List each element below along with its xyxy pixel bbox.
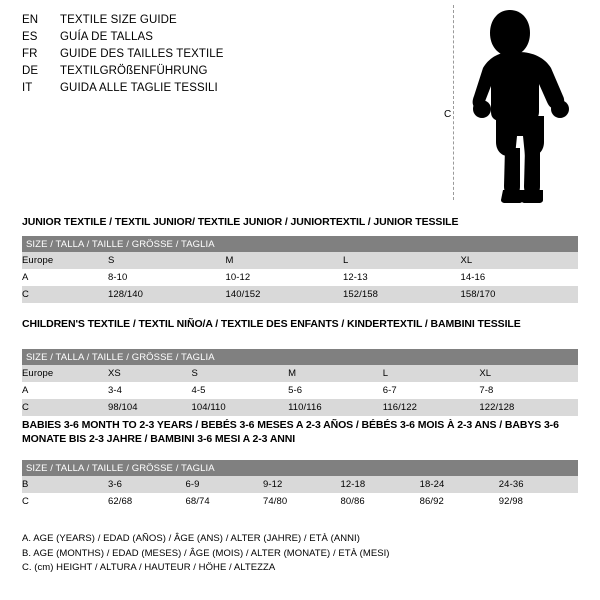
table-row xyxy=(22,269,578,286)
language-code: IT xyxy=(22,82,33,94)
cell: 152/158 xyxy=(343,286,461,303)
cell: 158/170 xyxy=(461,286,579,303)
language-title-list xyxy=(22,14,422,99)
cell: 62/68 xyxy=(108,493,185,510)
table-children-textile xyxy=(22,349,578,416)
table-row xyxy=(22,382,578,399)
cell: 7-8 xyxy=(479,382,578,399)
cell: 12-18 xyxy=(340,476,419,493)
cell: S xyxy=(191,365,288,382)
cell: 98/104 xyxy=(108,399,191,416)
table-row xyxy=(22,493,578,510)
cell: 9-12 xyxy=(263,476,340,493)
footnote-list xyxy=(22,532,582,576)
toddler-silhouette-icon xyxy=(470,8,585,204)
table-row xyxy=(22,399,578,416)
language-code: FR xyxy=(22,48,38,60)
table-row xyxy=(22,286,578,303)
cell: 24-36 xyxy=(499,476,578,493)
table-header-row xyxy=(22,349,578,365)
cell: 3-4 xyxy=(108,382,191,399)
section-title-junior: JUNIOR TEXTILE / TEXTIL JUNIOR/ TEXTILE JUNIOR / JUNIORTEXTIL / JUNIOR TESSILE xyxy=(22,216,459,228)
list-item xyxy=(22,82,422,99)
row-label: A xyxy=(22,269,108,286)
cell: 74/80 xyxy=(263,493,340,510)
row-label: C xyxy=(22,286,108,303)
table-header-label: SIZE / TALLA / TAILLE / GRÖSSE / TAGLIA xyxy=(22,460,578,476)
cell: S xyxy=(108,252,226,269)
height-guide-line xyxy=(453,5,454,200)
language-code: ES xyxy=(22,31,38,43)
list-item xyxy=(22,65,422,82)
table-row xyxy=(22,365,578,382)
cell: 92/98 xyxy=(499,493,578,510)
cell: 68/74 xyxy=(185,493,262,510)
cell: L xyxy=(343,252,461,269)
section-title-babies: BABIES 3-6 MONTH TO 2-3 YEARS / BEBÉS 3-6 MESES A 2-3 AÑOS / BÉBÉS 3-6 MOIS À 2-3 ANS / BABYS 3-6 MONATE BIS 2-3 JAHRE / BAMBINI 3-6 MESI A 2-3 ANNI xyxy=(22,419,559,445)
list-item xyxy=(22,48,422,65)
cell: 14-16 xyxy=(461,269,579,286)
row-label: A xyxy=(22,382,108,399)
row-label: C xyxy=(22,399,108,416)
language-title: GUIDA ALLE TAGLIE TESSILI xyxy=(60,82,218,94)
cell: 110/116 xyxy=(288,399,383,416)
cell: XL xyxy=(461,252,579,269)
language-title: TEXTILE SIZE GUIDE xyxy=(60,14,177,26)
language-title: GUÍA DE TALLAS xyxy=(60,31,154,43)
footnote-age-years: A. AGE (YEARS) / EDAD (AÑOS) / ÂGE (ANS) / ALTER (JAHRE) / ETÀ (ANNI) xyxy=(22,533,360,544)
height-measure-label: C xyxy=(444,109,452,120)
row-label: Europe xyxy=(22,365,108,382)
cell: 4-5 xyxy=(191,382,288,399)
cell: XS xyxy=(108,365,191,382)
table-header-row xyxy=(22,236,578,252)
cell: 80/86 xyxy=(340,493,419,510)
list-item xyxy=(22,31,422,48)
cell: 10-12 xyxy=(226,269,344,286)
footnote-age-months: B. AGE (MONTHS) / EDAD (MESES) / ÂGE (MOIS) / ALTER (MONATE) / ETÀ (MESI) xyxy=(22,547,390,559)
cell: 128/140 xyxy=(108,286,226,303)
language-title: TEXTILGRÖßENFÜHRUNG xyxy=(60,65,208,77)
cell: 8-10 xyxy=(108,269,226,286)
table-header-label: SIZE / TALLA / TAILLE / GRÖSSE / TAGLIA xyxy=(22,236,578,252)
cell: 6-9 xyxy=(185,476,262,493)
cell: M xyxy=(226,252,344,269)
table-row xyxy=(22,252,578,269)
cell: 116/122 xyxy=(383,399,480,416)
cell: L xyxy=(383,365,480,382)
row-label: C xyxy=(22,493,108,510)
cell: 6-7 xyxy=(383,382,480,399)
measurement-figure xyxy=(430,5,590,205)
table-babies-textile xyxy=(22,460,578,510)
table-header-row xyxy=(22,460,578,476)
cell: M xyxy=(288,365,383,382)
language-code: DE xyxy=(22,65,39,77)
language-title: GUIDE DES TAILLES TEXTILE xyxy=(60,48,224,60)
row-label: B xyxy=(22,476,108,493)
footnote-height: C. (cm) HEIGHT / ALTURA / HAUTEUR / HÖHE / ALTEZZA xyxy=(22,562,276,573)
cell: 3-6 xyxy=(108,476,185,493)
section-title-children: CHILDREN'S TEXTILE / TEXTIL NIÑO/A / TEXTILE DES ENFANTS / KINDERTEXTIL / BAMBINI TESSILE xyxy=(22,318,521,330)
cell: 5-6 xyxy=(288,382,383,399)
cell: 86/92 xyxy=(420,493,499,510)
cell: XL xyxy=(479,365,578,382)
cell: 12-13 xyxy=(343,269,461,286)
table-header-label: SIZE / TALLA / TAILLE / GRÖSSE / TAGLIA xyxy=(22,349,578,365)
cell: 18-24 xyxy=(420,476,499,493)
cell: 122/128 xyxy=(479,399,578,416)
table-junior-textile xyxy=(22,236,578,303)
table-row xyxy=(22,476,578,493)
row-label: Europe xyxy=(22,252,108,269)
language-code: EN xyxy=(22,14,39,26)
cell: 140/152 xyxy=(226,286,344,303)
list-item xyxy=(22,14,422,31)
cell: 104/110 xyxy=(191,399,288,416)
